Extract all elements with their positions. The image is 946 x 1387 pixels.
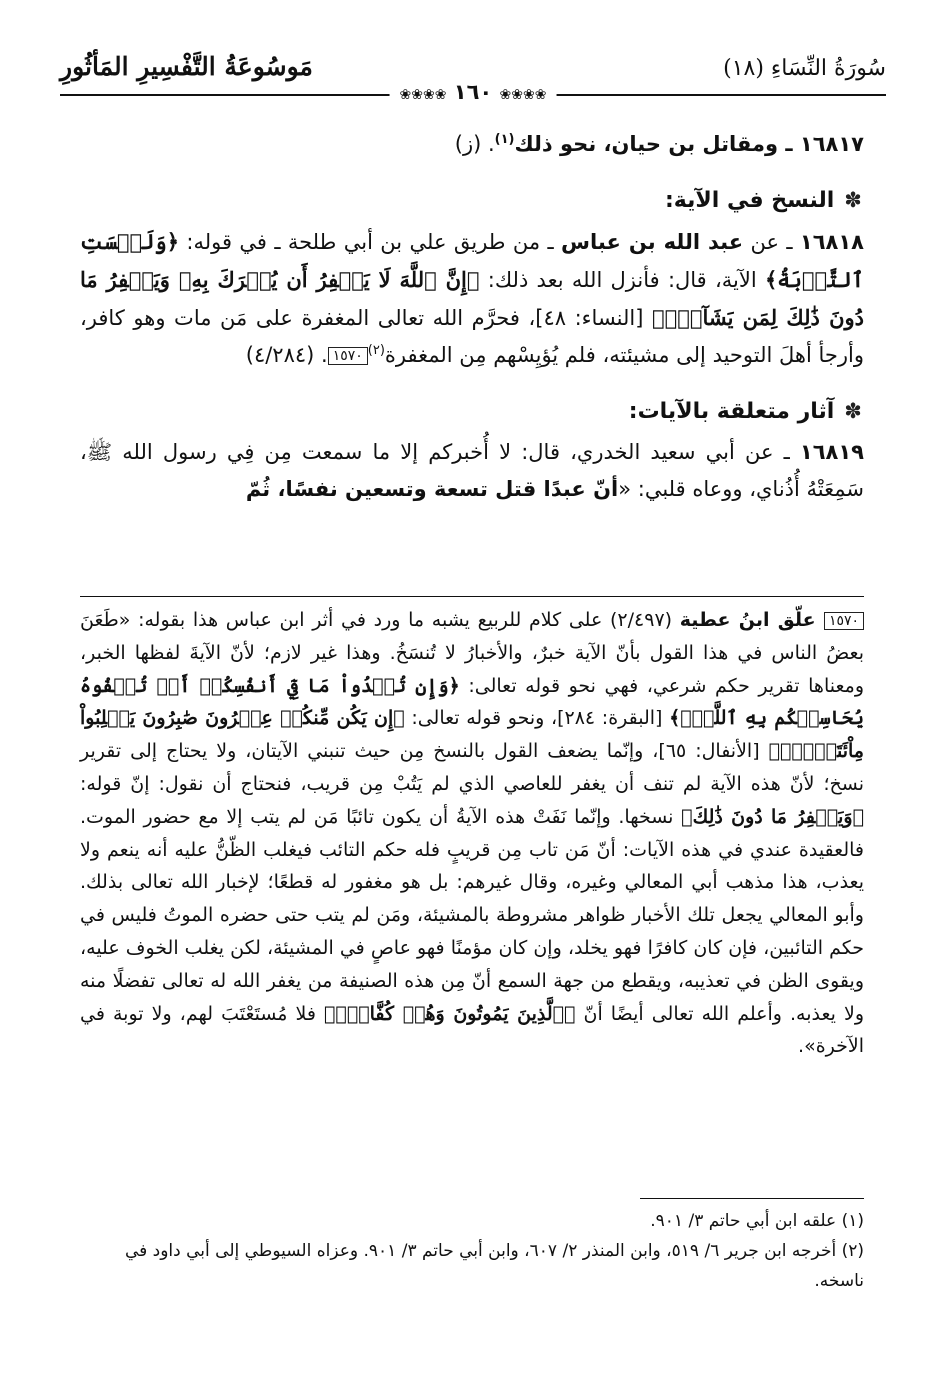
book-title: مَوسُوعَةُ التَّفْسِيرِ المَأثُورِ	[60, 52, 313, 81]
quran-quote: ﴿وَلَيۡسَتِ ٱلتَّوۡبَةُ﴾	[80, 229, 864, 292]
section-heading-naskh: ✽ النسخ في الآية:	[80, 182, 864, 219]
footnote-1: (١) علقه ابن أبي حاتم ٣/ ٩٠١.	[650, 1211, 864, 1231]
narrator-name: عبد الله بن عباس	[561, 230, 744, 254]
entry-16819: ١٦٨١٩ ـ عن أبي سعيد الخدري، قال: لا أُخبركم إلا ما سمعت مِن فِي رسول الله ﷺ، سَمِعَتْهُ أُذُناي، ووعاه قلبي: «أنّ عبدًا قتل تسعة وتسعين نفسًا، ثُمّ	[80, 440, 864, 501]
ornament-left-icon: ❀❀❀❀	[399, 87, 447, 103]
running-header	[60, 50, 886, 108]
page-number: ١٦٠	[453, 80, 493, 104]
quran-quote: ﴿وَيَغۡفِرُ مَا دُونَ ذَٰلِكَ﴾	[681, 805, 865, 828]
entry-16817: ١٦٨١٧ ـ ومقاتل بن حيان، نحو ذلك$^{(١)}$. (ز)	[454, 132, 864, 156]
quran-quote: ﴿وَإِن تُبۡدُواْ مَا فِيٓ أَنفُسِكُمۡ أَوۡ تُخۡفُوهُ يُحَاسِبۡكُم بِهِ ٱللَّهُۖ﴾	[80, 674, 864, 730]
footnote-ref: (٢)	[367, 343, 385, 358]
entry-number: ١٦٨١٧	[799, 132, 864, 156]
commentary-lead: علّق ابنُ عطية	[679, 609, 824, 631]
footnote-separator	[640, 1198, 864, 1199]
main-text	[80, 126, 864, 508]
quran-quote: ﴿إِنَّ ٱللَّهَ لَا يَغۡفِرُ أَن يُشۡرَكَ بِهِۦ وَيَغۡفِرُ مَا دُونَ ذَٰلِكَ لِمَن يَشَآءُۚ﴾	[80, 267, 864, 330]
quran-quote: ﴿إِن يَكُن مِّنكُمۡ عِشۡرُونَ صَٰبِرُونَ يَغۡلِبُواْ مِاْئَتَيۡنِۚ﴾	[80, 707, 864, 763]
commentary-note-1570: ١٥٧٠ علّق ابنُ عطية (٢/٤٩٧) على كلام للربيع يشبه ما ورد في أثر ابن عباس هذا بقوله: «طَعَنَ بعضُ الناس في هذا القول بأنّ الآية خبرٌ، والأخبارُ لا تُنسَخُ. وهذا غير لازم؛ لأنّ الآيةَ لفظها الخبر، ومعناها تقرير حكم شرعي، فهي نحو قوله تعالى: ﴿وَإِن تُبۡدُواْ مَا فِيٓ أَنفُسِكُمۡ أَوۡ تُخۡفُوهُ يُحَاسِبۡكُم بِهِ ٱللَّهُۖ﴾ [البقرة: ٢٨٤]، ونحو قوله تعالى: ﴿إِن يَكُن مِّنكُمۡ عِشۡرُونَ صَٰبِرُونَ يَغۡلِبُواْ مِاْئَتَيۡنِۚ﴾ [الأنفال: ٦٥]، وإنّما يضعف القول بالنسخ مِن حيث تنبني الآيتان، ولا يحتاج إلى تقرير نسخ؛ لأنّ هذه الآية لم تنف أن يغفر للعاصي الذي لم يَتُبْ مِن قريب، فنحتاج أن نقول: إنّ قوله: ﴿وَيَغۡفِرُ مَا دُونَ ذَٰلِكَ﴾ نسخها. وإنّما نَفَتْ هذه الآيةُ أن يكون تائبًا مَن لم يتب إلا مع حضور الموت. فالعقيدة عندي في هذه الآيات: أنّ مَن تاب مِن قريبٍ فله حكم التائب فيغلب الظّنُّ عليه أنه ينعم ولا يعذب، هذا مذهب أبي المعالي وغيره، وقال غيرهم: بل هو مغفور له قطعًا؛ لإخبار الله تعالى بذلك. وأبو المعالي يجعل تلك الأخبار ظواهر مشروطة بالمشيئة، ومَن لم يتب حتى حضره الموتُ فليس في حكم التائبين، فإن كان كافرًا فهو يخلد، وإن كان مؤمنًا فهو عاصٍ في المشيئة، لكن يغلب الخوف عليه، ويقوى الظن في تعذيبه، ويقطع من جهة السمع أنّ مِن هذه الصنيفة من يغفر الله له تعالى تفضلًا منه ولا يعذبه. وأعلم الله تعالى أيضًا أنّ ﴿ٱلَّذِينَ يَمُوتُونَ وَهُمۡ كُفَّارٌۚ﴾ فلا مُستَعْتَبَ لهم، ولا توبة في الآخرة».	[80, 609, 865, 1058]
hadith-text: أنّ عبدًا قتل تسعة وتسعين نفسًا، ثُمّ	[245, 477, 619, 501]
commentary-separator	[80, 596, 864, 597]
commentary-number-box: ١٥٧٠	[824, 612, 864, 630]
footnote-ref: (١)	[494, 132, 515, 147]
section-heading-athar: ✽ آثار متعلقة بالآيات:	[80, 393, 864, 430]
page-number-block	[390, 80, 557, 104]
surah-title: سُورَةُ النِّسَاءِ (١٨)	[723, 56, 886, 81]
flower-icon: ✽	[844, 188, 862, 212]
commentary-ref-box: ١٥٧٠	[328, 347, 368, 365]
entry-number: ١٦٨١٨	[799, 230, 864, 254]
footnotes	[80, 1206, 864, 1296]
entry-number: ١٦٨١٩	[799, 440, 864, 464]
flower-icon: ✽	[844, 399, 862, 423]
footnote-2: (٢) أخرجه ابن جرير ٦/ ٥١٩، وابن المنذر ٢/ ٦٠٧، وابن أبي حاتم ٣/ ٩٠١. وعزاه السيوطي إلى أبي داود في ناسخه.	[124, 1241, 864, 1291]
entry-16818: ١٦٨١٨ ـ عن عبد الله بن عباس ـ من طريق علي بن أبي طلحة ـ في قوله: ﴿وَلَيۡسَتِ ٱلتَّوۡبَةُ﴾ الآية، قال: فأنزل الله بعد ذلك: ﴿إِنَّ ٱللَّهَ لَا يَغۡفِرُ أَن يُشۡرَكَ بِهِۦ وَيَغۡفِرُ مَا دُونَ ذَٰلِكَ لِمَن يَشَآءُۚ﴾ [النساء: ٤٨]، فحرَّم الله تعالى المغفرة على مَن مات وهو كافر، وأرجأ أهلَ التوحيد إلى مشيئته، فلم يُؤيِسْهم مِن المغفرة$^{(٢)}$١٥٧٠. (٤/٢٨٤)	[80, 229, 864, 367]
quran-quote: ﴿ٱلَّذِينَ يَمُوتُونَ وَهُمۡ كُفَّارٌۚ﴾	[324, 1002, 576, 1025]
ornament-right-icon: ❀❀❀❀	[499, 87, 547, 103]
